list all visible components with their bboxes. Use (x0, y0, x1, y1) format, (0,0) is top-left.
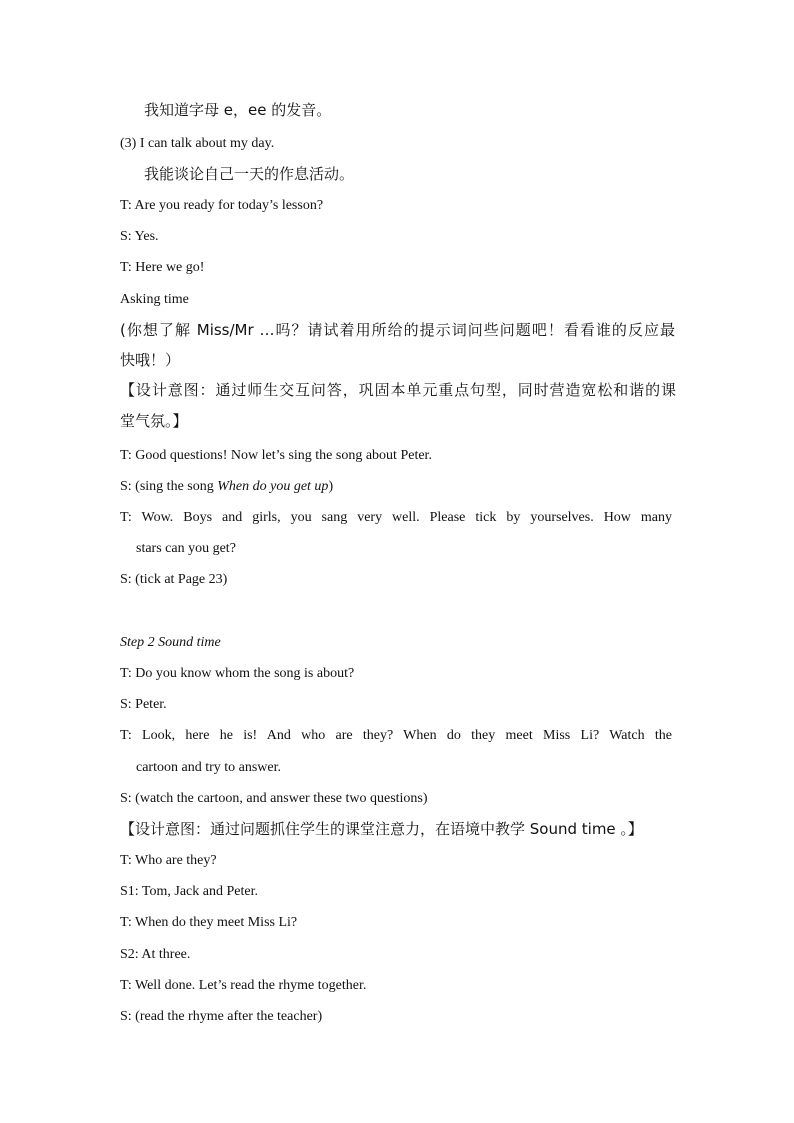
text-line: T: Well done. Let’s read the rhyme together. (120, 978, 367, 993)
text-line: 我能谈论自己一天的作息活动。 (144, 165, 355, 183)
text-line (120, 477, 680, 497)
text-line: T: Look, here he is! And who are they? When do they meet Miss Li? Watch the (120, 728, 672, 743)
text-line: S1: Tom, Jack and Peter. (120, 884, 258, 899)
text-line: cartoon and try to answer. (136, 760, 282, 775)
design-intent-note: 堂气氛。】 (120, 412, 188, 430)
text-line: S: (read the rhyme after the teacher) (120, 1009, 323, 1024)
step-heading: Step 2 Sound time (120, 635, 221, 650)
text-line: S: (watch the cartoon, and answer these two questions) (120, 791, 428, 806)
text-line: stars can you get? (136, 541, 236, 556)
text-line: T: When do they meet Miss Li? (120, 915, 298, 930)
text-line: (3) I can talk about my day. (120, 136, 275, 151)
design-intent-note: 【设计意图：通过师生交互问答，巩固本单元重点句型，同时营造宽松和谐的课 (120, 381, 676, 399)
text-line: S: Peter. (120, 697, 167, 712)
song-title: When do you get up (217, 479, 329, 494)
text-line: T: Wow. Boys and girls, you sang very well. Please tick by yourselves. How many (120, 510, 672, 525)
text-line: T: Good questions! Now let’s sing the song about Peter. (120, 448, 432, 463)
text-line: 我知道字母 e，ee 的发音。 (144, 101, 332, 119)
text-span: ) (328, 479, 334, 494)
text-line: T: Do you know whom the song is about? (120, 666, 355, 681)
text-line: T: Who are they? (120, 853, 217, 868)
text-line: T: Are you ready for today’s lesson? (120, 198, 324, 213)
text-line: S2: At three. (120, 947, 191, 962)
text-line: S: (tick at Page 23) (120, 572, 228, 587)
text-line: 快哦！） (120, 351, 181, 369)
text-span: S: (sing the song (120, 479, 218, 494)
text-line: (你想了解 Miss/Mr …吗？请试着用所给的提示词问些问题吧！看看谁的反应最 (120, 321, 675, 339)
design-intent-note: 【设计意图：通过问题抓住学生的课堂注意力，在语境中教学 Sound time 。】 (120, 820, 643, 838)
text-line: T: Here we go! (120, 260, 205, 275)
section-label: Asking time (120, 292, 189, 307)
text-line: S: Yes. (120, 229, 159, 244)
